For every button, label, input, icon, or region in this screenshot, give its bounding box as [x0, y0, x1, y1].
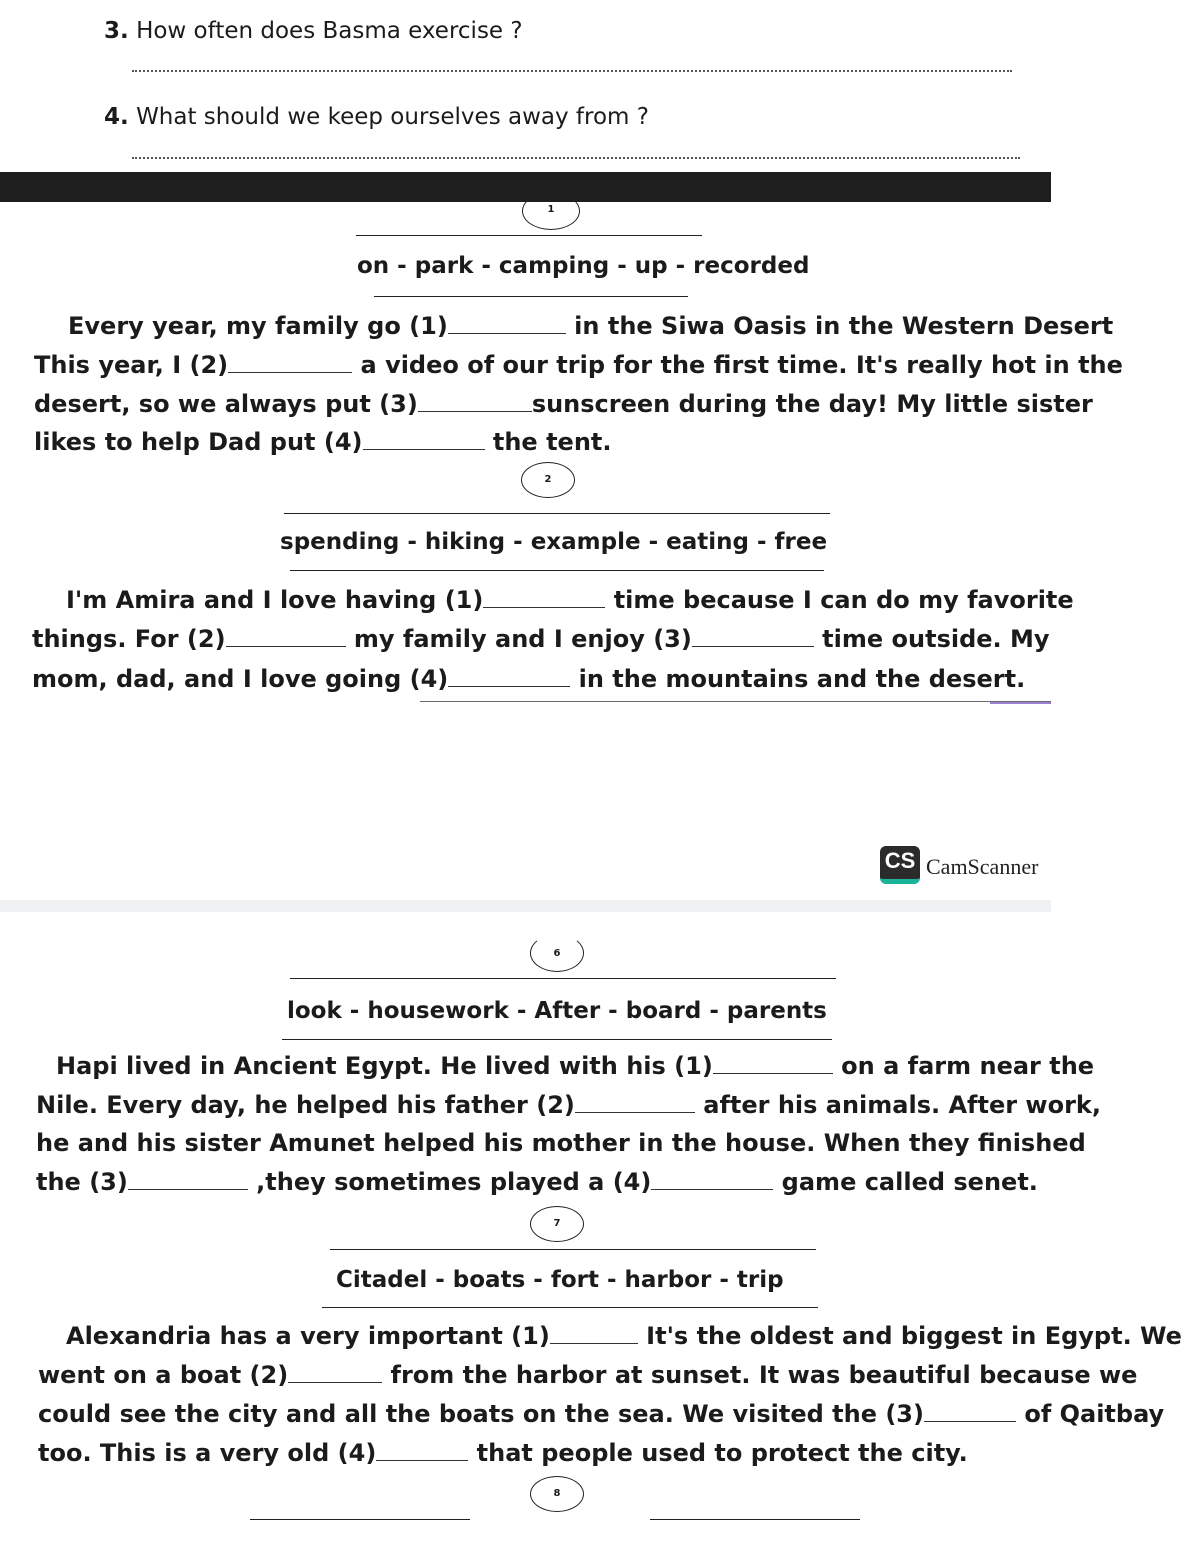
text-segment: on a farm near the [832, 1052, 1095, 1080]
section-1-bottom-rule [374, 296, 688, 297]
section-6-line-1 [56, 1052, 1094, 1080]
text-segment: in the Siwa Oasis in the Western Desert [565, 312, 1114, 340]
text-segment: I'm Amira and I love having (1) [66, 586, 484, 614]
blank-1[interactable] [550, 1325, 638, 1344]
section-7-word-bank: Citadel - boats - fort - harbor - trip [336, 1267, 784, 1293]
text-segment: the tent. [484, 428, 612, 456]
blank-1[interactable] [483, 589, 605, 608]
text-segment: of Qaitbay [1015, 1400, 1165, 1428]
section-2-number: 2 [544, 474, 552, 485]
text-segment: the (3) [36, 1168, 128, 1196]
text-segment: desert, so we always put (3) [34, 390, 418, 418]
text-segment: Nile. Every day, he helped his father (2) [36, 1091, 575, 1119]
text-segment: time because I can do my favorite [605, 586, 1074, 614]
section-1-line-1 [68, 312, 1113, 340]
text-segment: mom, dad, and I love going (4) [32, 665, 449, 693]
text-segment: my family and I enjoy (3) [345, 625, 692, 653]
section-1-word-bank: on - park - camping - up - recorded [357, 253, 810, 279]
section-1-top-rule [356, 235, 702, 236]
text-segment: game called senet. [773, 1168, 1038, 1196]
section-6-line-3 [36, 1129, 1086, 1157]
text-segment: Hapi lived in Ancient Egypt. He lived with his (1) [56, 1052, 713, 1080]
text-segment: too. This is a very old (4) [38, 1439, 377, 1467]
text-segment: he and his sister Amunet helped his mother in the house. When they finished [36, 1129, 1086, 1157]
section-8-top-rule-left [250, 1519, 470, 1520]
blank-3[interactable] [692, 628, 814, 647]
section-7-badge [530, 1206, 584, 1242]
section-1-line-4 [34, 428, 612, 456]
section-7-line-2 [38, 1361, 1137, 1389]
page-edge-line [420, 701, 1051, 702]
section-7-top-rule [330, 1249, 816, 1250]
blank-4[interactable] [651, 1171, 773, 1190]
text-segment: This year, I (2) [34, 351, 229, 379]
text-segment: things. For (2) [32, 625, 226, 653]
section-6-number: 6 [553, 948, 561, 959]
question-4 [104, 104, 649, 130]
text-segment: from the harbor at sunset. It was beautiful because we [382, 1361, 1138, 1389]
section-6-badge [530, 934, 584, 972]
blank-2[interactable] [575, 1094, 695, 1113]
question-3 [104, 18, 523, 44]
blank-4[interactable] [376, 1442, 468, 1461]
blank-4[interactable] [448, 668, 570, 687]
text-segment: ,they sometimes played a (4) [247, 1168, 652, 1196]
text-segment: could see the city and all the boats on the sea. We visited the (3) [38, 1400, 924, 1428]
blank-1[interactable] [448, 315, 566, 334]
page-separator [0, 900, 1051, 912]
blank-2[interactable] [228, 354, 352, 373]
camscanner-logo-icon [880, 846, 920, 884]
question-4-text: What should we keep ourselves away from ? [136, 104, 649, 130]
question-3-number: 3. [104, 18, 129, 44]
answer-line-3[interactable] [132, 70, 1012, 72]
section-2-badge [521, 462, 575, 498]
section-6-line-2 [36, 1091, 1101, 1119]
section-7-bottom-rule [322, 1307, 818, 1308]
section-1-badge [522, 192, 580, 230]
section-6-bottom-rule [282, 1039, 832, 1040]
section-6-line-4 [36, 1168, 1038, 1196]
section-7-line-1 [66, 1322, 1182, 1350]
blank-1[interactable] [713, 1055, 833, 1074]
section-1-number: 1 [547, 204, 555, 215]
text-segment: that people used to protect the city. [468, 1439, 968, 1467]
section-2-line-2 [32, 625, 1050, 653]
section-6-top-rule [290, 978, 836, 979]
text-segment: in the mountains and the desert. [570, 665, 1026, 693]
camscanner-label: CamScanner [926, 854, 1039, 879]
blank-3[interactable] [418, 393, 532, 412]
section-8-number: 8 [553, 1488, 561, 1499]
section-7-line-3 [38, 1400, 1164, 1428]
text-segment: likes to help Dad put (4) [34, 428, 363, 456]
blank-3[interactable] [128, 1171, 248, 1190]
text-segment: Alexandria has a very important (1) [66, 1322, 550, 1350]
section-1-line-3 [34, 390, 1093, 418]
answer-line-4[interactable] [132, 157, 1020, 159]
text-segment: It's the oldest and biggest in Egypt. We [637, 1322, 1182, 1350]
blank-2[interactable] [288, 1364, 382, 1383]
section-7-number: 7 [553, 1218, 561, 1229]
scan-edge-band [0, 172, 1051, 202]
section-2-bottom-rule [290, 570, 824, 571]
blank-2[interactable] [226, 628, 346, 647]
section-6-word-bank: look - housework - After - board - parents [287, 998, 827, 1024]
section-2-line-1 [66, 586, 1074, 614]
section-2-top-rule [284, 513, 830, 514]
section-1-line-2 [34, 351, 1123, 379]
section-2-line-3 [32, 665, 1025, 693]
section-7-line-4 [38, 1439, 968, 1467]
question-3-text: How often does Basma exercise ? [136, 18, 523, 44]
camscanner-logo-text: CS [884, 848, 916, 873]
blank-4[interactable] [363, 431, 485, 450]
question-4-number: 4. [104, 104, 129, 130]
page-edge-accent [990, 702, 1051, 704]
blank-3[interactable] [924, 1403, 1016, 1422]
text-segment: after his animals. After work, [694, 1091, 1102, 1119]
section-8-badge [530, 1476, 584, 1512]
text-segment: a video of our trip for the first time. It's really hot in the [352, 351, 1123, 379]
section-8-top-rule-right [650, 1519, 860, 1520]
text-segment: sunscreen during the day! My little sister [531, 390, 1093, 418]
text-segment: went on a boat (2) [38, 1361, 289, 1389]
text-segment: time outside. My [813, 625, 1050, 653]
text-segment: Every year, my family go (1) [68, 312, 448, 340]
section-2-word-bank: spending - hiking - example - eating - free [280, 529, 828, 555]
